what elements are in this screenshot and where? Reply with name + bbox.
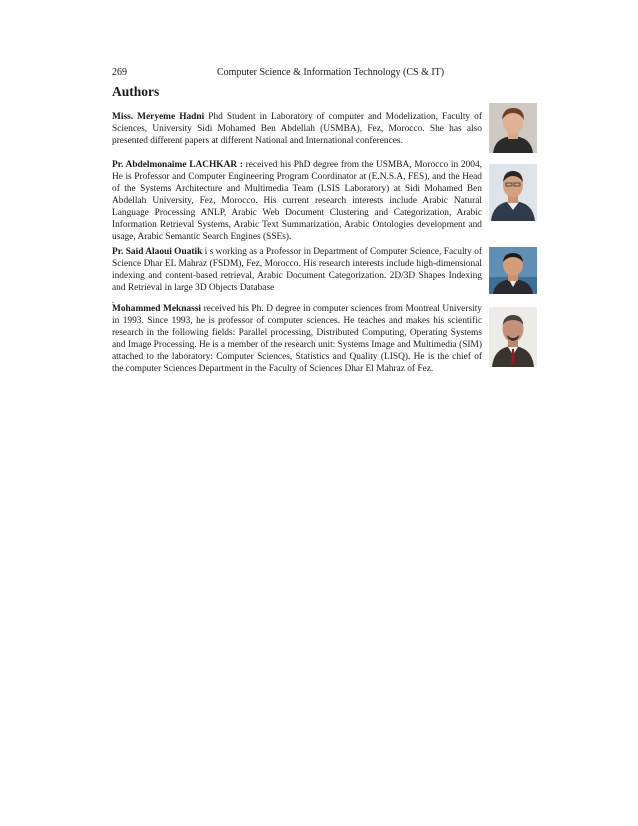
author-description: Phd Student in Laboratory of computer and Modelization, Faculty of Sciences, University Sidi Mohamed Ben Abdellah (USMBA), Fez, Morocco. She has also presented different papers at different National and International conferences. <box>112 112 482 146</box>
author-bio-2 <box>112 159 482 243</box>
author-description: received his PhD degree from the USMBA, Morocco in 2004, He is Professor and Computer Engineering Program Coordinator at (E.N.S.A, FES), and the Head of the Systems Architecture and Multimedia Team (LSIS Laboratory) at Sidi Mohamed Ben Abdellah University, Fez, Morocco. His current research interests include Arabic Natural Language Processing ANLP, Arabic Web Document Clustering and Categorization, Arabic Information Retrieval Systems, Arabic Text Summarization, Arabic Ontologies development and usage, Arabic Semantic Search Engines (SSEs). <box>112 160 482 242</box>
author-name: Pr. Said Alaoui Ouatik <box>112 247 203 257</box>
author-name: Pr. Abdelmonaime LACHKAR : <box>112 160 243 170</box>
author-photo-4 <box>489 307 537 367</box>
author-description: i s working as a Professor in Department of Computer Science, Faculty of Science Dhar EL Mahraz (FSDM), Fez, Morocco. His research interests include high-dimensional indexing and content-based retrieval, Arabic Document Categorization. 2D/3D Shapes Indexing and Retrieval in large 3D Objects Database <box>112 247 483 293</box>
author-photo-1 <box>489 103 537 153</box>
separator-dot: . <box>112 295 115 305</box>
author-description: received his Ph. D degree in computer sciences from Montreal University in 1993. Since 1993, he is professor of computer sciences. He teaches and makes his scientific research in the following fields: Parallel processing, Distributed Computing, Operating Systems and Image Processing. He is a member of the research unit: Systems Image and Multimedia (SIM) attached to the laboratory: Computer Sciences, Statistics and Quality (LISQ). He is the chief of the computer Sciences Department in the Faculty of Sciences Dhar El Mahraz of Fez. <box>112 304 482 374</box>
running-title: Computer Science & Information Technology (CS & IT) <box>217 67 445 78</box>
author-photo-2 <box>489 164 537 221</box>
page-number: 269 <box>112 67 127 78</box>
author-bio-4 <box>112 303 482 375</box>
author-photo-3 <box>489 247 537 294</box>
author-bio-1 <box>112 111 482 147</box>
section-title: Authors <box>112 84 160 99</box>
author-name: Miss. Meryeme Hadni <box>112 112 205 122</box>
author-bio-3 <box>112 246 482 294</box>
author-name: Mohammed Meknassi <box>112 304 202 314</box>
